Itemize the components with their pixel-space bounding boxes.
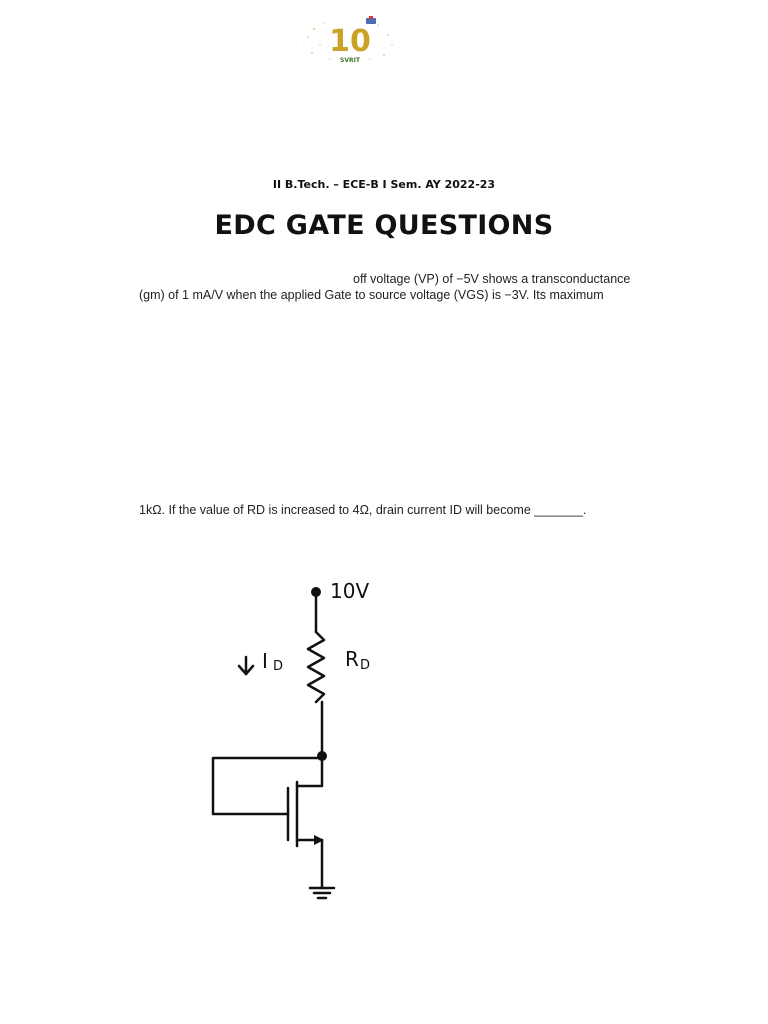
current-label-subscript: D [273,659,284,674]
question1-line1: off voltage (VP) of −5V shows a transconductance [353,272,631,286]
mosfet-circuit-diagram [200,570,420,910]
resistor-label-subscript: D [360,658,371,673]
course-subheading: II B.Tech. – ECE-B I Sem. AY 2022-23 [272,178,496,191]
drain-node [317,751,327,761]
current-label: I [262,649,268,673]
page-title: EDC GATE QUESTIONS [214,210,554,241]
question1-line2: (gm) of 1 mA/V when the applied Gate to source voltage (VGS) is −3V. Its maximum [139,288,604,302]
source-lead [297,840,322,888]
resistor-rd [308,632,324,702]
question2-line1: 1kΩ. If the value of RD is increased to 4Ω, drain current ID will become _______. [139,503,587,517]
logo-subtext: SVRIT [340,57,360,64]
drain-lead [297,758,322,786]
supply-voltage-label: 10V [330,579,370,603]
institution-logo [300,15,400,70]
supply-node [311,587,321,597]
logo-number: 10 [329,24,371,59]
resistor-label: R [345,647,359,671]
